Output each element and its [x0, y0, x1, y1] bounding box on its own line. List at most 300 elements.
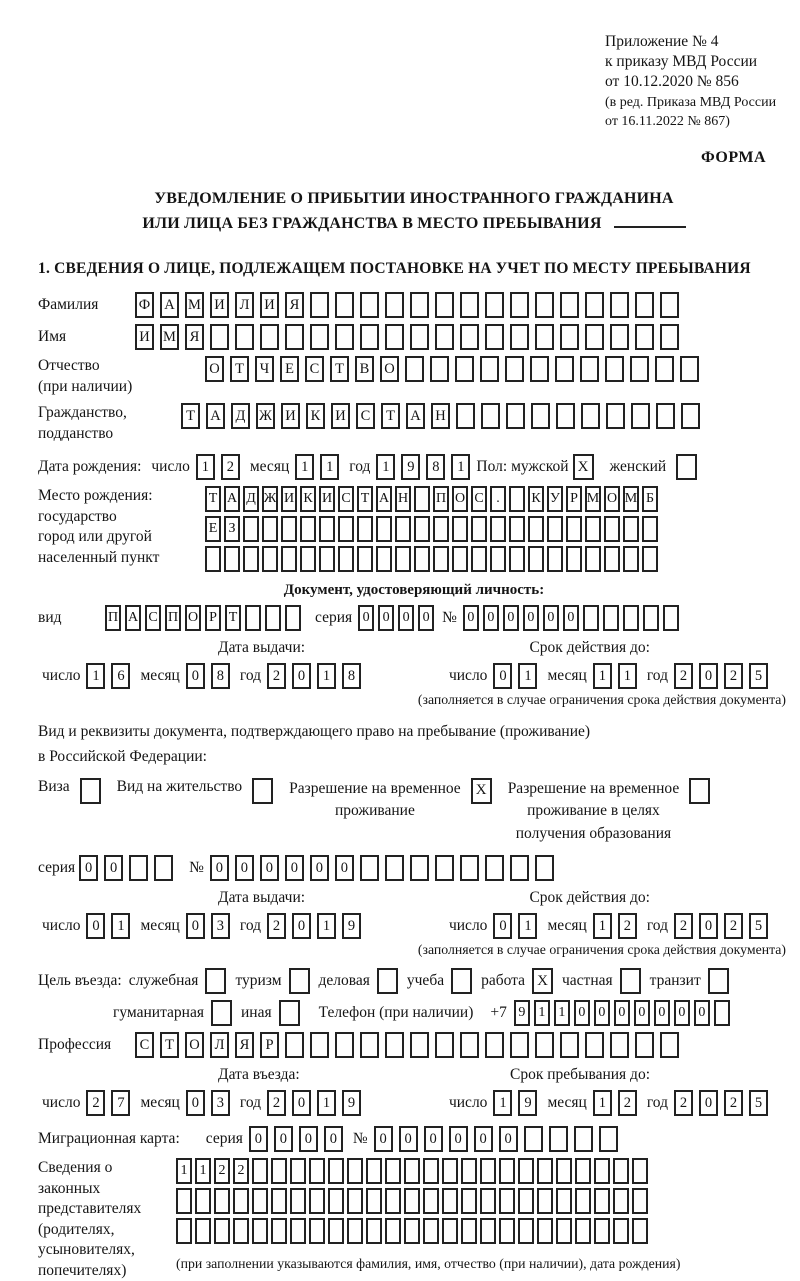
char-cell[interactable] [613, 1218, 629, 1244]
char-cell[interactable] [435, 1032, 454, 1058]
char-cell[interactable] [423, 1158, 439, 1184]
purpose-humanitarian-checkbox[interactable] [211, 1000, 232, 1026]
char-cell[interactable]: 0 [694, 1000, 710, 1026]
char-cell[interactable]: С [471, 486, 487, 512]
char-cell[interactable]: Б [642, 486, 658, 512]
char-cell[interactable]: 0 [104, 855, 123, 881]
purpose-official-checkbox[interactable] [205, 968, 226, 994]
char-cell[interactable] [485, 324, 504, 350]
char-cell[interactable] [309, 1218, 325, 1244]
char-cell[interactable] [360, 1032, 379, 1058]
char-cell[interactable]: И [281, 486, 297, 512]
char-cell[interactable]: Я [285, 292, 304, 318]
char-cell[interactable]: 0 [398, 605, 414, 631]
char-cell[interactable] [506, 403, 525, 429]
char-cell[interactable] [385, 324, 404, 350]
char-cell[interactable]: У [547, 486, 563, 512]
purpose-other-checkbox[interactable] [279, 1000, 300, 1026]
char-cell[interactable] [405, 356, 424, 382]
char-cell[interactable]: П [165, 605, 181, 631]
char-cell[interactable] [366, 1218, 382, 1244]
char-cell[interactable]: 0 [699, 1090, 718, 1116]
char-cell[interactable]: 0 [614, 1000, 630, 1026]
char-cell[interactable] [480, 1158, 496, 1184]
char-cell[interactable] [585, 324, 604, 350]
char-cell[interactable]: 9 [518, 1090, 537, 1116]
char-cell[interactable] [556, 1158, 572, 1184]
char-cell[interactable]: 2 [724, 1090, 743, 1116]
char-cell[interactable] [435, 324, 454, 350]
char-cell[interactable]: С [338, 486, 354, 512]
char-cell[interactable] [630, 356, 649, 382]
char-cell[interactable]: 0 [186, 1090, 205, 1116]
char-cell[interactable] [499, 1188, 515, 1214]
char-cell[interactable] [347, 1158, 363, 1184]
purpose-transit-checkbox[interactable] [708, 968, 729, 994]
char-cell[interactable]: 0 [299, 1126, 318, 1152]
char-cell[interactable]: И [331, 403, 350, 429]
char-cell[interactable] [395, 516, 411, 542]
char-cell[interactable] [310, 324, 329, 350]
char-cell[interactable]: 1 [493, 1090, 512, 1116]
char-cell[interactable] [285, 324, 304, 350]
char-cell[interactable] [195, 1218, 211, 1244]
char-cell[interactable] [460, 324, 479, 350]
char-cell[interactable] [509, 516, 525, 542]
char-cell[interactable] [594, 1188, 610, 1214]
char-cell[interactable]: О [185, 605, 201, 631]
char-cell[interactable] [433, 546, 449, 572]
char-cell[interactable] [460, 292, 479, 318]
char-cell[interactable] [423, 1218, 439, 1244]
char-cell[interactable] [176, 1188, 192, 1214]
char-cell[interactable]: 0 [186, 663, 205, 689]
char-cell[interactable]: Н [431, 403, 450, 429]
char-cell[interactable]: К [528, 486, 544, 512]
char-cell[interactable] [509, 486, 525, 512]
char-cell[interactable] [537, 1218, 553, 1244]
char-cell[interactable]: 5 [749, 913, 768, 939]
char-cell[interactable]: К [300, 486, 316, 512]
char-cell[interactable] [549, 1126, 568, 1152]
char-cell[interactable] [575, 1158, 591, 1184]
char-cell[interactable]: 0 [235, 855, 254, 881]
char-cell[interactable] [613, 1188, 629, 1214]
char-cell[interactable]: 1 [195, 1158, 211, 1184]
char-cell[interactable]: 1 [618, 663, 637, 689]
char-cell[interactable] [490, 516, 506, 542]
char-cell[interactable] [547, 516, 563, 542]
char-cell[interactable] [414, 486, 430, 512]
char-cell[interactable]: 0 [79, 855, 98, 881]
char-cell[interactable] [528, 546, 544, 572]
char-cell[interactable] [357, 546, 373, 572]
char-cell[interactable]: 5 [749, 1090, 768, 1116]
char-cell[interactable] [195, 1188, 211, 1214]
char-cell[interactable]: 2 [724, 663, 743, 689]
char-cell[interactable]: 2 [221, 454, 240, 480]
char-cell[interactable]: 0 [249, 1126, 268, 1152]
char-cell[interactable] [623, 605, 639, 631]
char-cell[interactable] [599, 1126, 618, 1152]
char-cell[interactable]: 1 [593, 913, 612, 939]
char-cell[interactable] [309, 1158, 325, 1184]
char-cell[interactable]: Р [205, 605, 221, 631]
char-cell[interactable] [631, 403, 650, 429]
char-cell[interactable]: 1 [317, 1090, 336, 1116]
char-cell[interactable] [510, 324, 529, 350]
char-cell[interactable]: М [623, 486, 639, 512]
char-cell[interactable] [655, 356, 674, 382]
char-cell[interactable]: 8 [426, 454, 445, 480]
char-cell[interactable] [224, 546, 240, 572]
char-cell[interactable] [537, 1158, 553, 1184]
purpose-work-checkbox[interactable]: X [532, 968, 553, 994]
char-cell[interactable]: 0 [699, 913, 718, 939]
char-cell[interactable] [575, 1188, 591, 1214]
char-cell[interactable] [509, 546, 525, 572]
char-cell[interactable] [510, 855, 529, 881]
char-cell[interactable]: 0 [654, 1000, 670, 1026]
char-cell[interactable] [530, 356, 549, 382]
char-cell[interactable]: А [376, 486, 392, 512]
char-cell[interactable]: В [355, 356, 374, 382]
char-cell[interactable] [535, 292, 554, 318]
char-cell[interactable]: 0 [699, 663, 718, 689]
char-cell[interactable]: 0 [399, 1126, 418, 1152]
char-cell[interactable] [347, 1218, 363, 1244]
char-cell[interactable]: З [224, 516, 240, 542]
char-cell[interactable]: 0 [499, 1126, 518, 1152]
char-cell[interactable] [585, 292, 604, 318]
char-cell[interactable] [632, 1218, 648, 1244]
char-cell[interactable] [414, 516, 430, 542]
char-cell[interactable] [535, 1032, 554, 1058]
char-cell[interactable]: Ж [262, 486, 278, 512]
char-cell[interactable] [642, 546, 658, 572]
char-cell[interactable] [623, 516, 639, 542]
char-cell[interactable]: С [305, 356, 324, 382]
char-cell[interactable] [455, 356, 474, 382]
char-cell[interactable]: 0 [418, 605, 434, 631]
char-cell[interactable] [485, 855, 504, 881]
char-cell[interactable] [560, 1032, 579, 1058]
purpose-business-checkbox[interactable] [377, 968, 398, 994]
char-cell[interactable] [430, 356, 449, 382]
char-cell[interactable] [681, 403, 700, 429]
char-cell[interactable]: 0 [523, 605, 539, 631]
char-cell[interactable] [360, 855, 379, 881]
temp-residence-education-checkbox[interactable] [689, 778, 710, 804]
char-cell[interactable]: Л [210, 1032, 229, 1058]
char-cell[interactable] [205, 546, 221, 572]
char-cell[interactable]: Т [357, 486, 373, 512]
char-cell[interactable]: А [224, 486, 240, 512]
char-cell[interactable]: 6 [111, 663, 130, 689]
char-cell[interactable]: Д [243, 486, 259, 512]
char-cell[interactable] [395, 546, 411, 572]
char-cell[interactable] [460, 855, 479, 881]
char-cell[interactable] [376, 546, 392, 572]
visa-checkbox[interactable] [80, 778, 101, 804]
char-cell[interactable] [385, 292, 404, 318]
char-cell[interactable]: О [380, 356, 399, 382]
char-cell[interactable] [433, 516, 449, 542]
char-cell[interactable] [252, 1158, 268, 1184]
char-cell[interactable] [528, 516, 544, 542]
char-cell[interactable] [214, 1188, 230, 1214]
char-cell[interactable]: О [185, 1032, 204, 1058]
char-cell[interactable] [471, 516, 487, 542]
char-cell[interactable] [338, 546, 354, 572]
char-cell[interactable]: И [260, 292, 279, 318]
char-cell[interactable] [414, 546, 430, 572]
char-cell[interactable] [410, 1032, 429, 1058]
char-cell[interactable] [360, 292, 379, 318]
char-cell[interactable] [338, 516, 354, 542]
char-cell[interactable]: 0 [292, 1090, 311, 1116]
char-cell[interactable] [385, 1218, 401, 1244]
char-cell[interactable] [660, 324, 679, 350]
char-cell[interactable]: И [135, 324, 154, 350]
char-cell[interactable] [518, 1218, 534, 1244]
char-cell[interactable] [560, 292, 579, 318]
char-cell[interactable] [610, 1032, 629, 1058]
char-cell[interactable] [347, 1188, 363, 1214]
char-cell[interactable] [233, 1218, 249, 1244]
char-cell[interactable] [481, 403, 500, 429]
char-cell[interactable] [632, 1188, 648, 1214]
char-cell[interactable]: 1 [196, 454, 215, 480]
char-cell[interactable] [605, 356, 624, 382]
char-cell[interactable] [281, 546, 297, 572]
sex-male-checkbox[interactable]: X [573, 454, 594, 480]
char-cell[interactable]: 0 [424, 1126, 443, 1152]
char-cell[interactable] [610, 292, 629, 318]
char-cell[interactable] [385, 1158, 401, 1184]
char-cell[interactable] [610, 324, 629, 350]
char-cell[interactable]: 7 [111, 1090, 130, 1116]
char-cell[interactable]: 0 [483, 605, 499, 631]
char-cell[interactable]: 0 [493, 913, 512, 939]
char-cell[interactable] [714, 1000, 730, 1026]
char-cell[interactable] [547, 546, 563, 572]
char-cell[interactable] [243, 546, 259, 572]
char-cell[interactable]: Д [231, 403, 250, 429]
char-cell[interactable]: А [206, 403, 225, 429]
char-cell[interactable] [310, 292, 329, 318]
char-cell[interactable]: Ф [135, 292, 154, 318]
char-cell[interactable]: 1 [593, 663, 612, 689]
char-cell[interactable] [442, 1188, 458, 1214]
char-cell[interactable] [580, 356, 599, 382]
char-cell[interactable]: 2 [674, 913, 693, 939]
char-cell[interactable] [300, 546, 316, 572]
char-cell[interactable] [555, 356, 574, 382]
char-cell[interactable]: П [433, 486, 449, 512]
char-cell[interactable] [360, 324, 379, 350]
char-cell[interactable] [265, 605, 281, 631]
char-cell[interactable] [442, 1218, 458, 1244]
char-cell[interactable]: 1 [518, 913, 537, 939]
char-cell[interactable] [442, 1158, 458, 1184]
char-cell[interactable] [235, 324, 254, 350]
char-cell[interactable] [556, 403, 575, 429]
char-cell[interactable] [566, 516, 582, 542]
char-cell[interactable] [524, 1126, 543, 1152]
char-cell[interactable] [556, 1188, 572, 1214]
char-cell[interactable] [435, 855, 454, 881]
char-cell[interactable] [281, 516, 297, 542]
char-cell[interactable]: 3 [211, 913, 230, 939]
char-cell[interactable]: 0 [335, 855, 354, 881]
temp-residence-checkbox[interactable]: X [471, 778, 492, 804]
char-cell[interactable]: И [319, 486, 335, 512]
char-cell[interactable]: О [452, 486, 468, 512]
char-cell[interactable] [485, 1032, 504, 1058]
char-cell[interactable]: 0 [634, 1000, 650, 1026]
char-cell[interactable]: 2 [86, 1090, 105, 1116]
char-cell[interactable]: 9 [342, 1090, 361, 1116]
char-cell[interactable]: Т [330, 356, 349, 382]
char-cell[interactable] [410, 292, 429, 318]
purpose-private-checkbox[interactable] [620, 968, 641, 994]
char-cell[interactable] [583, 605, 599, 631]
char-cell[interactable]: 0 [292, 663, 311, 689]
char-cell[interactable] [480, 1188, 496, 1214]
char-cell[interactable]: 8 [211, 663, 230, 689]
char-cell[interactable]: 1 [451, 454, 470, 480]
char-cell[interactable]: 2 [214, 1158, 230, 1184]
char-cell[interactable]: 0 [543, 605, 559, 631]
char-cell[interactable] [594, 1218, 610, 1244]
char-cell[interactable]: П [105, 605, 121, 631]
char-cell[interactable]: 9 [514, 1000, 530, 1026]
char-cell[interactable] [335, 324, 354, 350]
char-cell[interactable]: Ч [255, 356, 274, 382]
char-cell[interactable] [566, 546, 582, 572]
char-cell[interactable]: 0 [285, 855, 304, 881]
char-cell[interactable] [285, 1032, 304, 1058]
char-cell[interactable] [260, 324, 279, 350]
char-cell[interactable]: 1 [554, 1000, 570, 1026]
char-cell[interactable]: 1 [593, 1090, 612, 1116]
char-cell[interactable]: 1 [317, 913, 336, 939]
char-cell[interactable]: М [185, 292, 204, 318]
char-cell[interactable]: 0 [674, 1000, 690, 1026]
char-cell[interactable] [518, 1188, 534, 1214]
char-cell[interactable] [581, 403, 600, 429]
char-cell[interactable]: М [585, 486, 601, 512]
char-cell[interactable] [632, 1158, 648, 1184]
residence-permit-checkbox[interactable] [252, 778, 273, 804]
char-cell[interactable] [535, 855, 554, 881]
char-cell[interactable]: 0 [374, 1126, 393, 1152]
char-cell[interactable] [635, 1032, 654, 1058]
char-cell[interactable] [404, 1188, 420, 1214]
char-cell[interactable]: 2 [267, 663, 286, 689]
char-cell[interactable]: 0 [358, 605, 374, 631]
char-cell[interactable] [210, 324, 229, 350]
char-cell[interactable]: 0 [503, 605, 519, 631]
purpose-tourism-checkbox[interactable] [289, 968, 310, 994]
char-cell[interactable] [480, 1218, 496, 1244]
char-cell[interactable]: 0 [186, 913, 205, 939]
char-cell[interactable] [252, 1218, 268, 1244]
char-cell[interactable] [656, 403, 675, 429]
char-cell[interactable]: 2 [267, 1090, 286, 1116]
purpose-study-checkbox[interactable] [451, 968, 472, 994]
char-cell[interactable] [505, 356, 524, 382]
char-cell[interactable]: Т [225, 605, 241, 631]
char-cell[interactable] [604, 546, 620, 572]
char-cell[interactable]: Н [395, 486, 411, 512]
char-cell[interactable] [243, 516, 259, 542]
char-cell[interactable] [366, 1158, 382, 1184]
char-cell[interactable]: Я [185, 324, 204, 350]
char-cell[interactable] [335, 292, 354, 318]
char-cell[interactable]: 9 [401, 454, 420, 480]
char-cell[interactable]: 1 [518, 663, 537, 689]
char-cell[interactable] [585, 516, 601, 542]
char-cell[interactable] [423, 1188, 439, 1214]
char-cell[interactable] [309, 1188, 325, 1214]
char-cell[interactable] [319, 546, 335, 572]
char-cell[interactable]: Т [181, 403, 200, 429]
char-cell[interactable] [531, 403, 550, 429]
char-cell[interactable]: 1 [317, 663, 336, 689]
char-cell[interactable]: Т [160, 1032, 179, 1058]
char-cell[interactable] [461, 1158, 477, 1184]
char-cell[interactable] [461, 1218, 477, 1244]
char-cell[interactable]: А [406, 403, 425, 429]
char-cell[interactable]: 0 [378, 605, 394, 631]
char-cell[interactable] [385, 1032, 404, 1058]
char-cell[interactable]: О [604, 486, 620, 512]
char-cell[interactable]: И [281, 403, 300, 429]
char-cell[interactable] [404, 1158, 420, 1184]
char-cell[interactable]: И [210, 292, 229, 318]
char-cell[interactable] [660, 1032, 679, 1058]
char-cell[interactable]: 0 [274, 1126, 293, 1152]
char-cell[interactable] [285, 605, 301, 631]
char-cell[interactable]: Р [260, 1032, 279, 1058]
char-cell[interactable]: 0 [86, 913, 105, 939]
char-cell[interactable]: Т [230, 356, 249, 382]
char-cell[interactable] [376, 516, 392, 542]
char-cell[interactable]: Е [205, 516, 221, 542]
char-cell[interactable] [252, 1188, 268, 1214]
char-cell[interactable]: С [145, 605, 161, 631]
char-cell[interactable] [262, 546, 278, 572]
char-cell[interactable]: 2 [674, 663, 693, 689]
char-cell[interactable] [435, 292, 454, 318]
char-cell[interactable] [603, 605, 619, 631]
char-cell[interactable] [663, 605, 679, 631]
char-cell[interactable]: С [356, 403, 375, 429]
char-cell[interactable]: 0 [493, 663, 512, 689]
char-cell[interactable]: 1 [534, 1000, 550, 1026]
char-cell[interactable]: 1 [320, 454, 339, 480]
char-cell[interactable] [214, 1218, 230, 1244]
char-cell[interactable] [335, 1032, 354, 1058]
char-cell[interactable] [310, 1032, 329, 1058]
char-cell[interactable]: Я [235, 1032, 254, 1058]
char-cell[interactable] [485, 292, 504, 318]
char-cell[interactable] [510, 1032, 529, 1058]
char-cell[interactable] [606, 403, 625, 429]
char-cell[interactable]: 1 [295, 454, 314, 480]
